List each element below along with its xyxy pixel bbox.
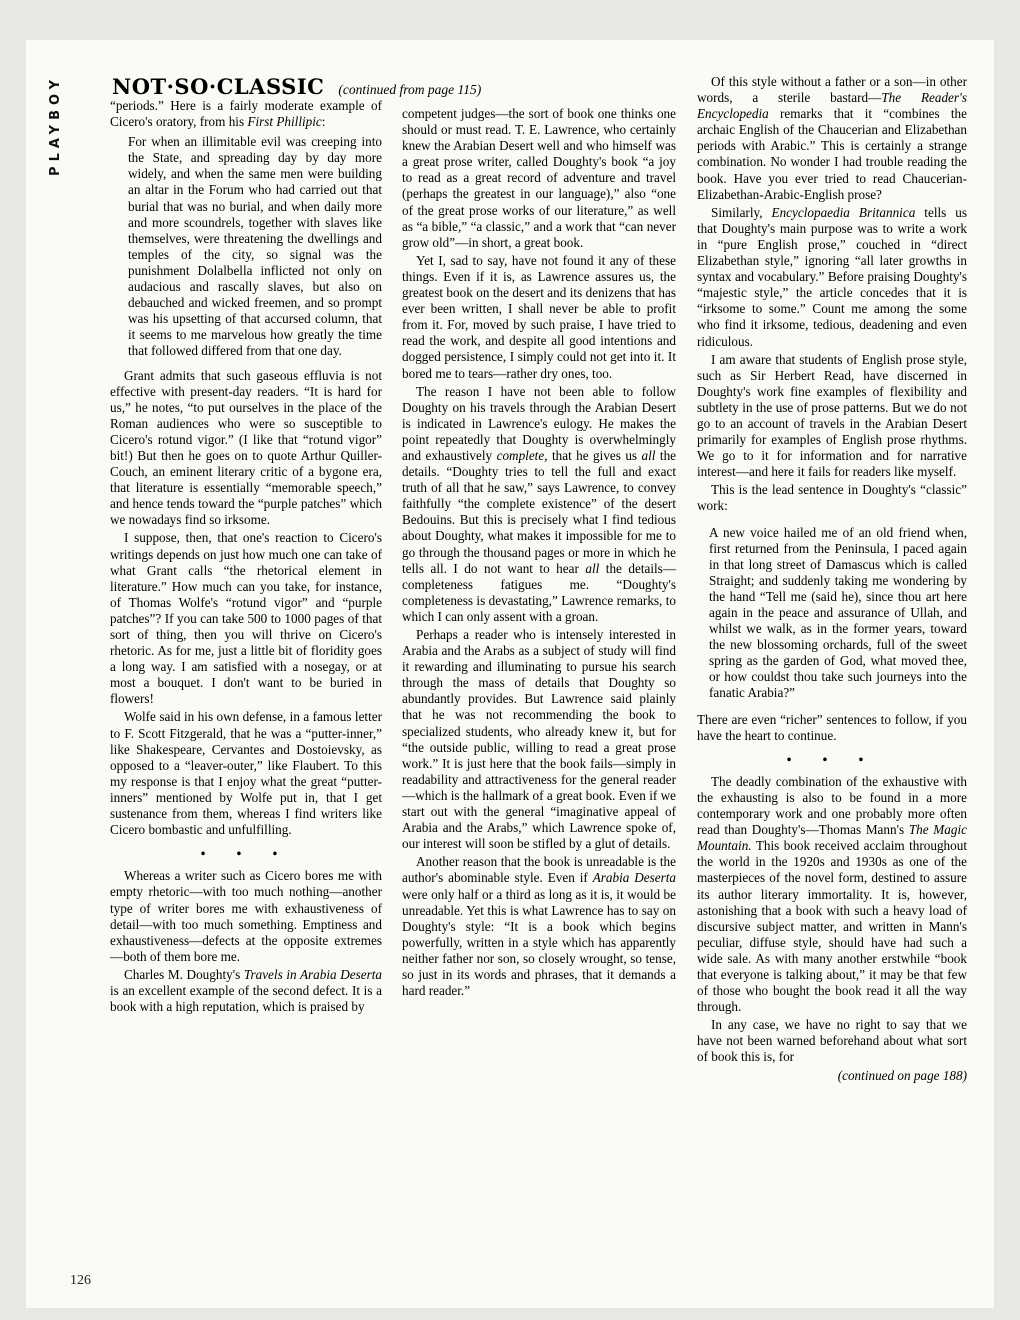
paragraph: The reason I have not been able to follow Doughty on his travels through the Arabian Desert is indicated in Lawrence's eulogy. He makes the point repeatedly that Doughty is overwhelmingly and exhaustively complete, that he gives us all the details. “Doughty tries to tell the full and exact truth of all that he saw,” says Lawrence, to convey faithfully “the complete existence” of the desert Bedouins. But this is precisely what I find tedious about Doughty, what makes it impossible for me to go through the thousand pages or more in which he tells all. I do not want to hear all the details—completeness fatigues me. “Doughty's completeness is devastating,” Lawrence remarks, to which I can only assent with a groan. <box>402 383 677 624</box>
paragraph: “periods.” Here is a fairly moderate example of Cicero's oratory, from his First Phillipic: <box>110 98 382 130</box>
paragraph: competent judges—the sort of book one thinks one should or must read. T. E. Lawrence, who certainly knew the Arabian Desert well and who himself was a great prose writer, called Doughty's book “a joy to read as a great record of adventure and travel (perhaps the greatest in our language),” also “one of the great prose works of our literature,” as well as “a bible,” “a classic,” and a work that “can never grow old”—in short, a great book. <box>402 106 676 250</box>
column-2 <box>402 106 676 1001</box>
paragraph: Grant admits that such gaseous effluvia is not effective with present-day readers. “It is hard for us,” he notes, “to put ourselves in the place of the Roman audiences who were so susceptible to Cicero's rotund vigor.” (I like that “rotund vigor” bit!) But then he goes on to quote Arthur Quiller-Couch, an eminent literary critic of a bygone era, that literature is essentially “memorable speech,” and hence tends toward the “purple patches” which we nowadays find so irksome. <box>110 367 382 528</box>
continued-on-note: (continued on page 188) <box>837 1067 967 1083</box>
column-3 <box>697 74 967 1084</box>
section-break: • • • <box>786 751 878 767</box>
article-header <box>112 74 512 99</box>
paragraph: There are even “richer” sentences to follow, if you have the heart to continue. <box>697 711 967 743</box>
paragraph: Another reason that the book is unreadable is the author's abominable style. Even if Arabia Deserta were only half or a third as long as it is, it would be unreadable. Yet this is what Lawrence has to say on Doughty's style: “It is a book which begins powerfully, written in a style which has apparently neither father nor son, so closely wrought, so tense, so just in its words and phrases, that it demands a hard reader.” <box>402 854 676 999</box>
paragraph: Whereas a writer such as Cicero bores me with empty rhetoric—with too much nothing—another type of writer bores me with exhaustiveness of detail—with too much something. Emptiness and exhaustiveness—defects at the opposite extremes—both of them bore me. <box>110 868 382 964</box>
paragraph: This is the lead sentence in Doughty's “classic” work: <box>697 482 967 514</box>
paragraph: Similarly, Encyclopaedia Britannica tells us that Doughty's main purpose was to write a work in “pure English prose,” couched in “direct Elizabethan style,” ignoring “all later growths in syntax and vocabulary.” Before praising Doughty's “majestic style,” the article concedes that it is “irksome to some.” Count me among the some who find it irksome, tedious, deadening and even ridiculous. <box>697 204 967 349</box>
paragraph: In any case, we have no right to say that we have not been warned beforehand about what sort of book this is, for <box>697 1017 967 1065</box>
paragraph: The deadly combination of the exhaustive with the exhausting is also to be found in a more contemporary work and one probably more often read than Doughty's—Thomas Mann's The Magic Mountain. This book received acclaim throughout the world in the 1920s and 1930s as one of the masterpieces of the novel form, destined to assure its author literary immortality. It is, however, astonishing that a book with such a heavy load of discursive subject matter, and written in Mann's peculiar, diffuse style, should have had such a wide sale. As with many another erstwhile “book that everyone is talking about,” it may be that few of those who bought the book read it all the way through. <box>697 773 967 1015</box>
paragraph: Charles M. Doughty's Travels in Arabia Deserta is an excellent example of the second defect. It is a book with a high reputation, which is praised by <box>110 966 382 1015</box>
page-number: 126 <box>70 1273 91 1288</box>
paragraph: I am aware that students of English prose style, such as Sir Herbert Read, have discerned in Doughty's work fine examples of flexibility and subtlety in the use of prose patterns. But we do not go to an account of travels in the Arabian Desert primarily for examples of English prose rhythms. We go to it for information and for narrative interest—and here it fails for readers like myself. <box>697 351 967 480</box>
column-1 <box>110 98 382 1017</box>
paragraph: Of this style without a father or a son—in other words, a sterile bastard—The Reader's Encyclopedia remarks that it “combines the archaic English of the Chaucerian and Elizabethan periods with Arabic.” This is certainly a strange combination. No wonder I had trouble reading the book. Have you ever tried to read Chaucerian-Elizabethan-Arabic-English prose? <box>697 74 967 202</box>
magazine-name-sidebar: PLAYBOY <box>48 75 63 176</box>
paragraph: Wolfe said in his own defense, in a famous letter to F. Scott Fitzgerald, that he was a “putter-inner,” like Shakespeare, Cervantes and Dostoievsky, as opposed to a “leaver-outer,” like Flaubert. To this my response is that I enjoy what the great “putter-inners” mentioned by Wolfe put in, that I get sustenance from them, whereas I find writers like Cicero bombastic and unfulfilling. <box>110 709 382 838</box>
article-title: NOT·SO·CLASSIC <box>112 74 325 99</box>
paragraph: Yet I, sad to say, have not found it any of these things. Even if it is, as Lawrence assures us, the greatest book on the desert and its denizens that has ever been written, I shall never be able to profit from it. For, moved by such praise, I have tried to read the work, and despite all good intentions and dogged persistence, I simply could not get into it. It bored me to tears—rather dry ones, too. <box>402 252 676 381</box>
paragraph: I suppose, then, that one's reaction to Cicero's writings depends on just how much one can take of what Grant calls “the rhetorical element in literature.” How much can you take, for instance, of Thomas Wolfe's “rotund vigor” and “purple patches”? If you can take 500 to 1000 pages of that sort of thing, then you will thrive on Cicero's rhetoric. As for me, just a little bit of floridity goes a long way. I am satisfied with a nosegay, or at most a bouquet. I don't want to be buried in flowers! <box>110 530 382 707</box>
block-quote: A new voice hailed me of an old friend when, first returned from the Peninsula, I paced again in that long street of Damascus which is called Straight; and suddenly taking me wondering by the hand “Tell me (said he), since thou art here again in the peace and assurance of Ullah, and whilst we walk, as in the former years, toward the new blossoming orchards, full of the sweet spring as the garden of God, what moved thee, or how couldst thou take such journeys into the fanatic Arabia?” <box>709 524 967 701</box>
block-quote: For when an illimitable evil was creeping into the State, and spreading day by day more widely, and when the same men were building an altar in the Forum who had carried out that burial that was no burial, and when daily more and more scoundrels, together with slaves like themselves, were threatening the dwellings and temples of the city, so signal was the punishment Dolalbella inflicted not only on audacious and rascally slaves, but also on debauched and wicked freemen, and so prompt was his upsetting of that accursed column, that it seems to me marvelous how greatly the time that followed differed from that one day. <box>128 134 382 359</box>
paragraph: Perhaps a reader who is intensely interested in Arabia and the Arabs as a subject of study will find it rewarding and illuminating to pursue his search through the mass of details that Doughty so abundantly provides. But Lawrence said plainly that he was not recommending the book to specialized students, who already knew it, but for “the outside public, willing to read a great prose work.” It is just here that the book fails—simply in readability and attractiveness for the general reader—which is the hallmark of a great book. Even if we start out with the general “imaginative appeal of Arabia and the Arabs,” which Lawrence spoke of, our interest will soon be stifled by a glut of details. <box>402 627 676 852</box>
section-break: • • • <box>200 846 292 862</box>
continued-from-note: (continued from page 115) <box>338 82 482 97</box>
